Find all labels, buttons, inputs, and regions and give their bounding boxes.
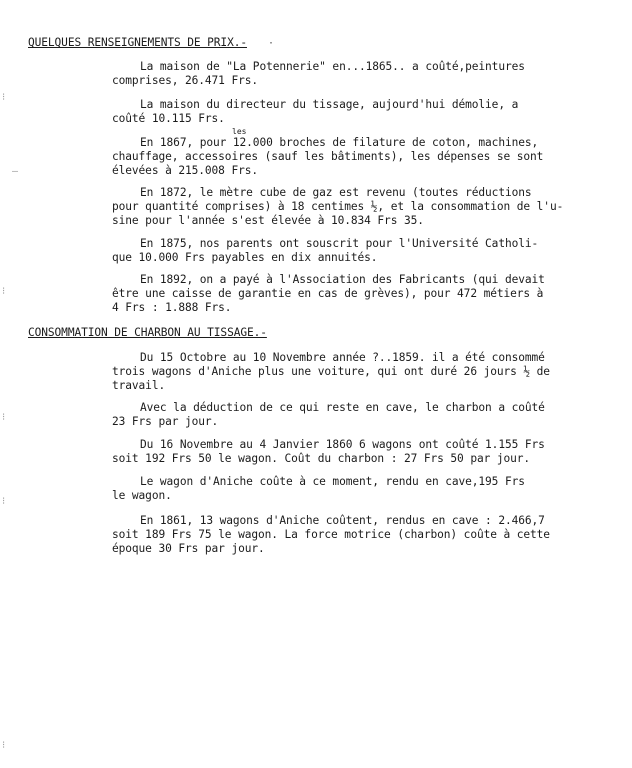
text-line: Du 16 Novembre au 4 Janvier 1860 6 wagons ont coûté 1.155 Frs xyxy=(140,438,545,451)
scan-mark: · xyxy=(268,38,275,49)
scan-mark: – xyxy=(12,166,19,177)
text-line: trois wagons d'Aniche plus une voiture, qui ont duré 26 jours ½ de xyxy=(112,365,550,378)
paragraph-directeur xyxy=(112,98,620,126)
section-heading-prices: QUELQUES RENSEIGNEMENTS DE PRIX.- xyxy=(28,36,247,49)
section-heading-charbon: CONSOMMATION DE CHARBON AU TISSAGE.- xyxy=(28,326,267,339)
scan-mark: ⁝ xyxy=(2,496,6,507)
paragraph-1861 xyxy=(112,514,620,556)
text-line: La maison de "La Potennerie" en...1865.. a coûté,peintures xyxy=(140,60,525,73)
text-line: Le wagon d'Aniche coûte à ce moment, rendu en cave,195 Frs xyxy=(140,475,525,488)
paragraph-1875 xyxy=(112,237,620,265)
text-line: comprises, 26.471 Frs. xyxy=(112,74,258,87)
scan-mark: ⁝ xyxy=(2,92,6,103)
text-line: En 1892, on a payé à l'Association des Fabricants (qui devait xyxy=(140,273,545,286)
text-line: En 1861, 13 wagons d'Aniche coûtent, rendus en cave : 2.466,7 xyxy=(140,514,545,527)
text-line: 23 Frs par jour. xyxy=(112,415,219,428)
paragraph-novembre-1860 xyxy=(112,438,620,466)
scan-mark: ⁝ xyxy=(2,286,6,297)
text-line: le wagon. xyxy=(112,489,172,502)
text-line: chauffage, accessoires (sauf les bâtiments), les dépenses se sont xyxy=(112,150,544,163)
paragraph-wagon-aniche xyxy=(112,475,620,503)
text-line: Avec la déduction de ce qui reste en cave, le charbon a coûté xyxy=(140,401,545,414)
paragraph-octobre-1859 xyxy=(112,351,620,393)
text-line: que 10.000 Frs payables en dix annuités. xyxy=(112,251,378,264)
paragraph-1867 xyxy=(112,136,620,178)
text-line: 4 Frs : 1.888 Frs. xyxy=(112,301,232,314)
text-line: Du 15 Octobre au 10 Novembre année ?..1859. il a été consommé xyxy=(140,351,545,364)
text-line: soit 192 Frs 50 le wagon. Coût du charbon : 27 Frs 50 par jour. xyxy=(112,452,531,465)
text-line: En 1872, le mètre cube de gaz est revenu (toutes réductions xyxy=(140,186,532,199)
text-line: En 1867, pour 12.000 broches de filature de coton, machines, xyxy=(140,136,539,149)
text-line: époque 30 Frs par jour. xyxy=(112,542,265,555)
paragraph-potennerie xyxy=(112,60,620,88)
paragraph-1892 xyxy=(112,273,620,315)
text-line: travail. xyxy=(112,379,166,392)
text-line: La maison du directeur du tissage, aujourd'hui démolie, a xyxy=(140,98,519,111)
paragraph-1872 xyxy=(112,186,620,228)
scan-mark: ⁝ xyxy=(2,412,6,423)
text-line: coûté 10.115 Frs. xyxy=(112,112,225,125)
paragraph-deduction xyxy=(112,401,620,429)
text-line: pour quantité comprises) à 18 centimes ½, et la consommation de l'u- xyxy=(112,200,564,213)
text-line: élevées à 215.008 Frs. xyxy=(112,164,258,177)
scan-mark: ⁝ xyxy=(2,740,6,751)
text-line: sine pour l'année s'est élevée à 10.834 Frs 35. xyxy=(112,214,424,227)
text-line: soit 189 Frs 75 le wagon. La force motrice (charbon) coûte à cette xyxy=(112,528,550,541)
text-line: En 1875, nos parents ont souscrit pour l'Université Catholi- xyxy=(140,237,539,250)
text-line: être une caisse de garantie en cas de grèves), pour 472 métiers à xyxy=(112,287,544,300)
superscript-les: les xyxy=(232,127,247,136)
